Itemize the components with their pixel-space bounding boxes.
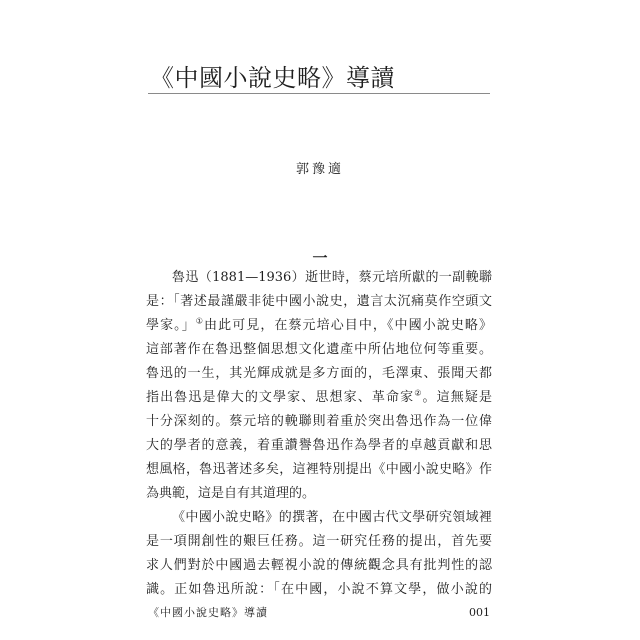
section-number: 一 [312, 249, 328, 267]
text-line: 十分深刻的。蔡元培的輓聯則着重於突出魯迅作為一位偉 [146, 414, 492, 429]
text-line: 《中國小說史略》的撰著，在中國古代文學研究領域裡 [172, 510, 492, 525]
text-segment: 由此可見，在蔡元培心目中，《中國小說史略》 [204, 318, 492, 333]
text-line [146, 314, 492, 338]
text-line: 魯迅（1881—1936）逝世時，蔡元培所獻的一副輓聯 [172, 270, 492, 285]
text-line: 求人們對於中國過去輕視小說的傳統觀念具有批判性的認 [146, 558, 492, 573]
text-segment: 指出魯迅是偉大的文學家、思想家、革命家 [146, 390, 415, 405]
text-line: 為典範，這是自有其道理的。 [146, 486, 316, 501]
title-underline [148, 93, 490, 94]
text-line: 想風格，魯迅著述多矣，這裡特別提出《中國小說史略》作 [146, 462, 492, 477]
text-line: 魯迅的一生，其光輝成就是多方面的，毛澤東、張聞天都 [146, 366, 492, 381]
text-line [146, 386, 492, 410]
text-line: 是：「著述最謹嚴非徒中國小說史，遺言太沉痛莫作空頭文 [146, 294, 492, 309]
text-line: 大的學者的意義，着重讚譽魯迅作為學者的卓越貢獻和思 [146, 438, 492, 453]
body-text [146, 266, 492, 602]
text-line: 識。正如魯迅所說：「在中國，小說不算文學，做小說的 [146, 582, 492, 597]
running-footer-title: 《中國小說史略》導讀 [148, 606, 268, 619]
author-name: 郭豫適 [295, 162, 344, 177]
footnote-marker: ① [195, 316, 205, 326]
paragraph [146, 506, 492, 602]
text-line: 這部著作在魯迅整個思想文化遺產中所佔地位何等重要。 [146, 342, 492, 357]
footnote-marker: ② [414, 388, 423, 398]
page-number: 001 [469, 606, 490, 619]
text-segment: 學家。」 [146, 318, 196, 333]
text-segment: 。這無疑是 [422, 390, 492, 405]
paragraph [146, 266, 492, 506]
text-line: 是一項開創性的艱巨任務。這一研究任務的提出，首先要 [146, 534, 492, 549]
chapter-title: 《中國小說史略》導讀 [150, 64, 395, 92]
